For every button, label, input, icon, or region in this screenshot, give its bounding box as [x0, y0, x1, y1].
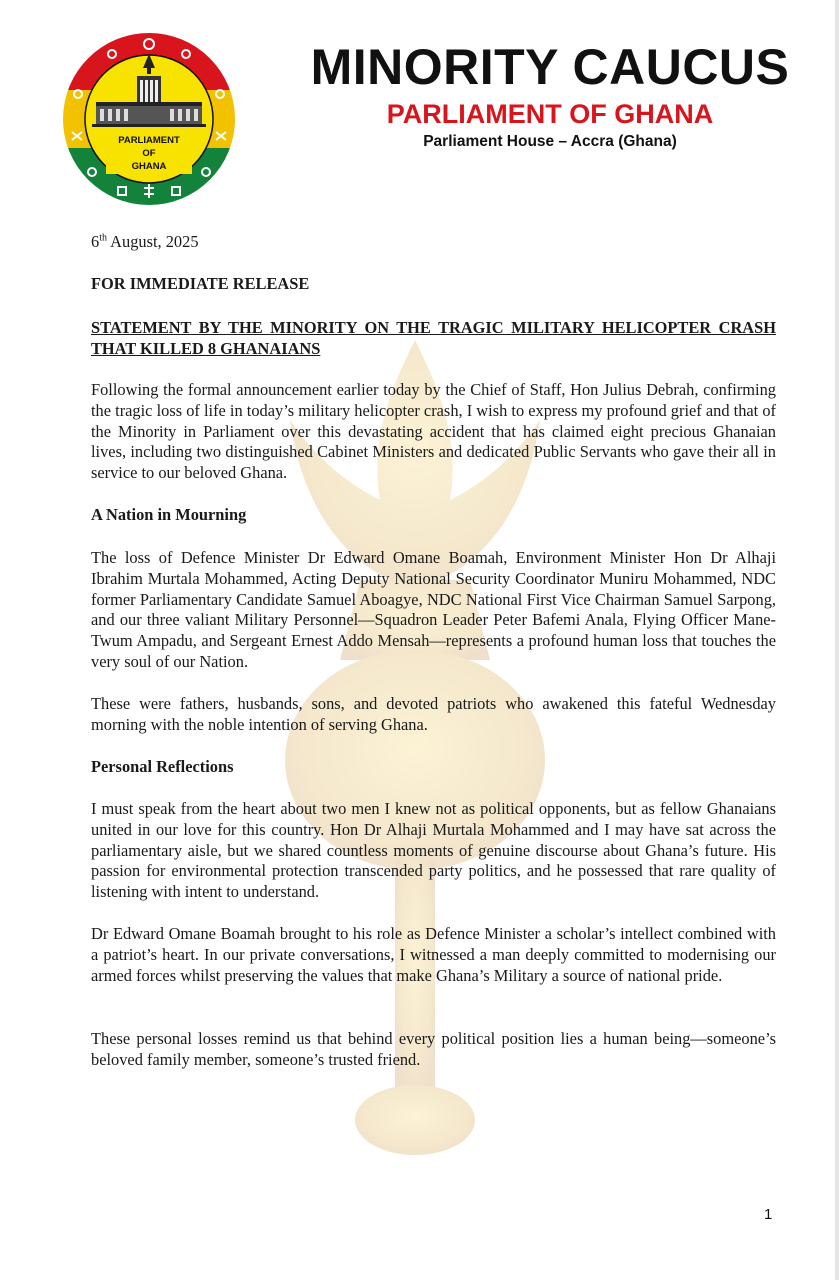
- paragraph-4: I must speak from the heart about two men I knew not as political opponents, but as fellow Ghanaians united in our love for this country. Hon Dr Alhaji Murtala Mohammed and I may have sat across the parliamentary aisle, but we shared countless moments of genuine discourse about Ghana’s future. His passion for environmental protection transcended party politics, and he possessed that rare quality of listening with intent to understand.: [91, 799, 776, 902]
- parliament-address: Parliament House – Accra (Ghana): [423, 133, 677, 150]
- statement-heading: STATEMENT BY THE MINORITY ON THE TRAGIC MILITARY HELICOPTER CRASH THAT KILLED 8 GHANAIANS: [91, 318, 776, 358]
- paragraph-5: Dr Edward Omane Boamah brought to his role as Defence Minister a scholar’s intellect combined with a patriot’s heart. In our private conversations, I witnessed a man deeply committed to modernising our armed forces whilst preserving the values that make Ghana’s Military a source of national pride.: [91, 924, 776, 985]
- paragraph-1: Following the formal announcement earlier today by the Chief of Staff, Hon Julius Debrah, confirming the tragic loss of life in today’s military helicopter crash, I wish to express my profound grief and that of the Minority in Parliament over this devastating accident that has claimed eight precious Ghanaian lives, including two distinguished Cabinet Ministers and dedicated Public Servants who gave their all in service to our beloved Ghana.: [91, 380, 776, 483]
- statement-date: [91, 232, 776, 253]
- svg-text:PARLIAMENT: PARLIAMENT: [118, 135, 180, 146]
- date-rest: August, 2025: [106, 232, 199, 251]
- caucus-title: MINORITY CAUCUS: [310, 39, 790, 95]
- page-edge: [835, 0, 839, 1280]
- date-suffix: th: [99, 232, 107, 244]
- paragraph-2: The loss of Defence Minister Dr Edward Omane Boamah, Environment Minister Hon Dr Alhaji Ibrahim Murtala Mohammed, Acting Deputy National Security Coordinator Muniru Mohammed, NDC former Parliamentary Candidate Samuel Aboagye, NDC National First Vice Chairman Samuel Sarpong, and our three valiant Military Personnel—Squadron Leader Peter Bafemi Anala, Flying Officer Mane-Twum Ampadu, and Sergeant Ernest Addo Mensah—represents a profound human loss that touches the very soul of our Nation.: [91, 548, 776, 671]
- paragraph-3: These were fathers, husbands, sons, and devoted patriots who awakened this fateful Wednesday morning with the noble intention of serving Ghana.: [91, 694, 776, 734]
- svg-text:OF: OF: [142, 148, 156, 159]
- release-notice: FOR IMMEDIATE RELEASE: [91, 274, 310, 293]
- page-number: 1: [764, 1206, 773, 1223]
- date-day: 6: [91, 232, 100, 251]
- parliament-subtitle: PARLIAMENT OF GHANA: [386, 99, 714, 129]
- paragraph-6: These personal losses remind us that behind every political position lies a human being—someone’s beloved family member, someone’s trusted friend.: [91, 1029, 776, 1069]
- svg-text:GHANA: GHANA: [131, 161, 167, 172]
- parliament-seal-logo: [62, 32, 236, 206]
- section-heading-reflections: Personal Reflections: [91, 757, 234, 776]
- section-heading-mourning: A Nation in Mourning: [91, 505, 247, 524]
